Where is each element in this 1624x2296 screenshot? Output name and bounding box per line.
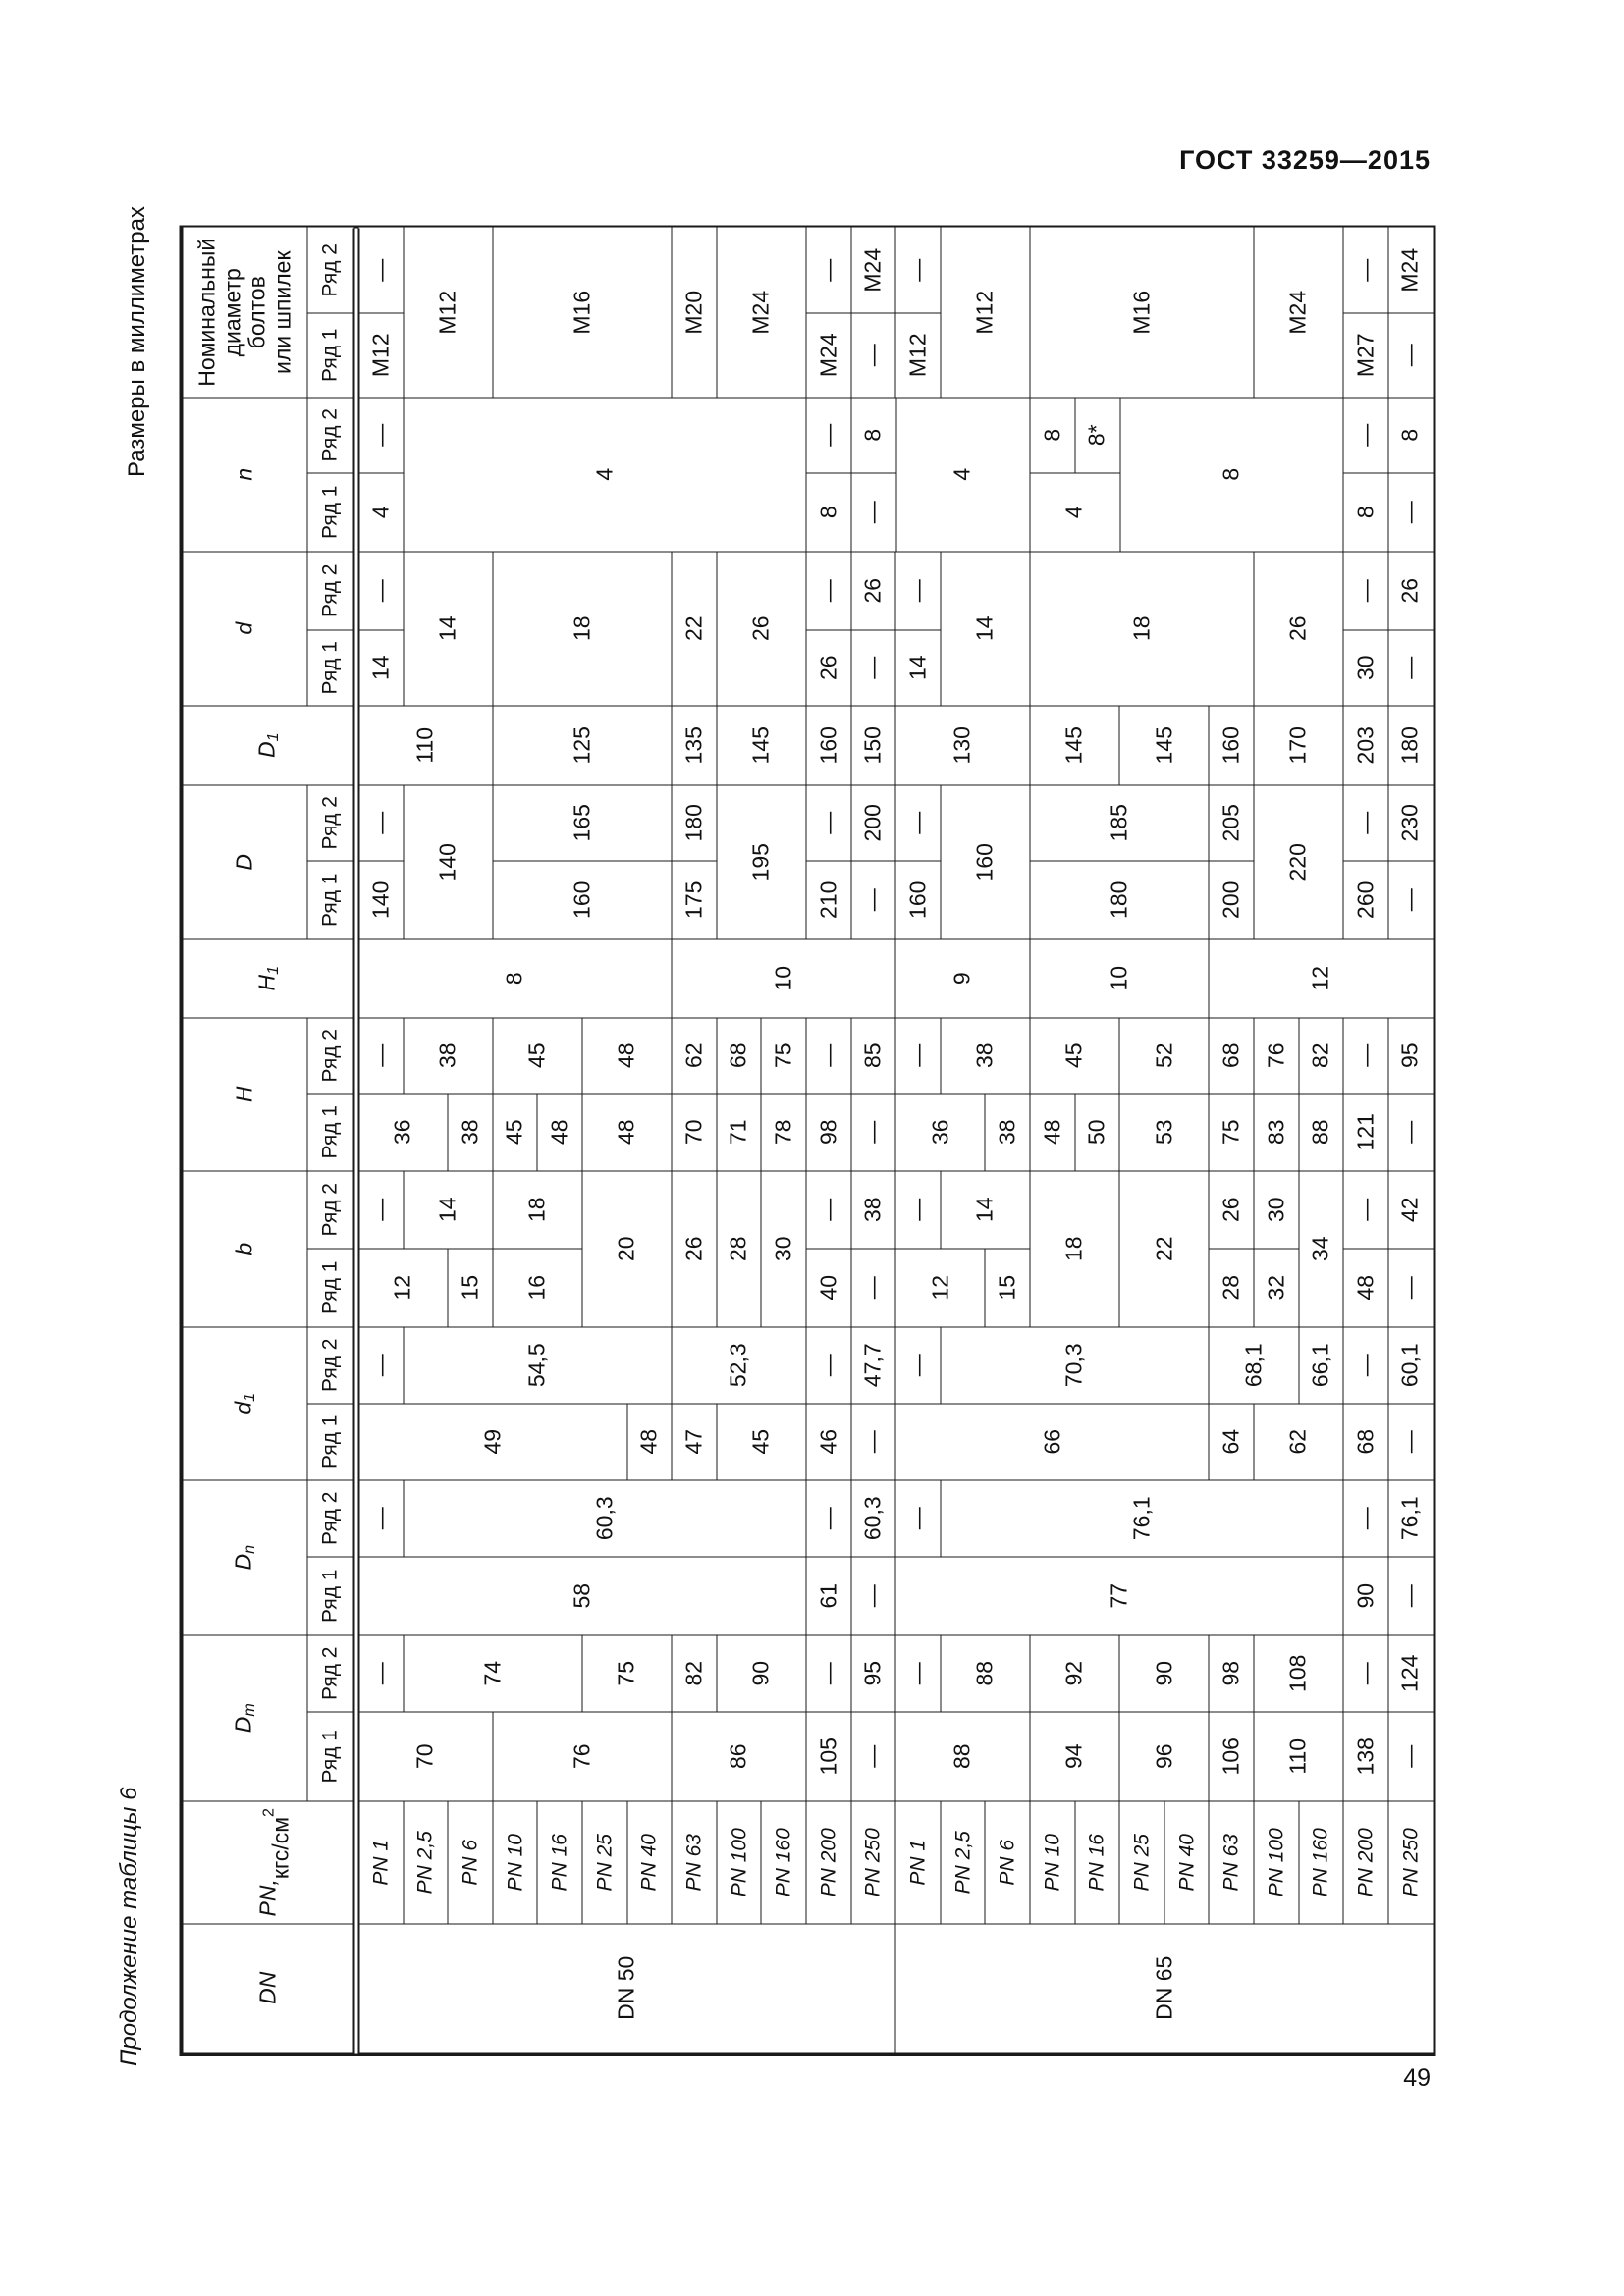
- column-header-D1: $D_1$: [183, 705, 355, 786]
- value-H-r1: 45: [492, 1093, 538, 1172]
- value-D-r1: 180: [1030, 860, 1211, 940]
- value-D1-single: 145: [1030, 705, 1121, 786]
- subheader-row2-b: Ряд 2: [307, 1170, 355, 1250]
- subheader-row2-dm: Ряд 2: [307, 1634, 355, 1713]
- value-bolt-r2: —: [806, 227, 852, 314]
- value-n-r2: —: [806, 397, 852, 474]
- value-b-both: 22: [1119, 1170, 1211, 1328]
- value-D-r1: 175: [672, 860, 718, 940]
- value-dm-r1: 138: [1343, 1711, 1389, 1802]
- value-H-r2: 62: [672, 1017, 718, 1095]
- value-bolt-r1: —: [1387, 312, 1434, 399]
- subheader-row2-d: Ряд 2: [307, 551, 355, 631]
- column-header-d1: $d_1$: [183, 1326, 309, 1481]
- value-b-both: 18: [1030, 1170, 1121, 1328]
- value-D-both: 195: [716, 784, 807, 940]
- value-dnn-r2: 76,1: [1387, 1479, 1434, 1558]
- value-d-r2: 26: [850, 551, 896, 631]
- value-D-r2: 200: [850, 784, 896, 862]
- value-n-both: 4: [895, 397, 1031, 553]
- value-d1-r2: 68,1: [1209, 1326, 1300, 1405]
- value-D-r1: 260: [1343, 860, 1389, 940]
- value-b-r1: 15: [448, 1248, 494, 1328]
- subheader-row2-H: Ряд 2: [307, 1017, 355, 1095]
- column-header-dn: DN: [183, 1923, 355, 2054]
- value-H-r1: —: [1387, 1093, 1434, 1172]
- value-d1-r1: 64: [1209, 1403, 1255, 1481]
- value-d1-r1: 48: [626, 1403, 673, 1481]
- value-H-r1: 88: [1298, 1093, 1344, 1172]
- value-dm-r1: —: [850, 1711, 896, 1802]
- value-dm-r2: 95: [850, 1634, 896, 1713]
- doc-header: ГОСТ 33259—2015: [1179, 145, 1431, 175]
- value-d-both: 18: [492, 551, 673, 707]
- value-D1-single: 150: [850, 705, 896, 786]
- value-b-r1: 15: [985, 1248, 1031, 1328]
- value-dm-r2: 124: [1387, 1634, 1434, 1713]
- value-d1-r2: —: [358, 1326, 405, 1405]
- value-n-both: 4: [403, 397, 807, 553]
- value-dm-r1: 106: [1209, 1711, 1255, 1802]
- value-bolt-r2: М24: [1387, 227, 1434, 314]
- value-dnn-r2: —: [806, 1479, 852, 1558]
- pn-row-label: PN 100: [1254, 1800, 1300, 1925]
- value-D1-single: 145: [1119, 705, 1211, 786]
- value-dnn-r2: 60,3: [850, 1479, 896, 1558]
- value-b-r2: 14: [403, 1170, 494, 1250]
- dn-group-1: DN 50: [358, 1923, 897, 2054]
- value-H1-single: 12: [1209, 938, 1435, 1019]
- value-b-r2: —: [806, 1170, 852, 1250]
- value-d-both: 14: [403, 551, 494, 707]
- value-b-r2: 14: [940, 1170, 1031, 1250]
- value-d1-r1: 66: [895, 1403, 1211, 1481]
- value-H-r1: 75: [1209, 1093, 1255, 1172]
- value-dm-r1: —: [1387, 1711, 1434, 1802]
- column-header-H1: $H_1$: [183, 938, 355, 1019]
- value-n-r2: 8: [1387, 397, 1434, 474]
- value-H1-single: 8: [358, 938, 674, 1019]
- value-d1-r1: 62: [1254, 1403, 1345, 1481]
- pn-row-label: PN 100: [716, 1800, 762, 1925]
- table-units-caption: Размеры в миллиметрах: [124, 206, 150, 477]
- value-b-both: 28: [716, 1170, 762, 1328]
- value-b-both: 26: [672, 1170, 718, 1328]
- value-H-r1: 53: [1119, 1093, 1211, 1172]
- header-double-rule: [353, 229, 360, 2054]
- value-b-r2: —: [1343, 1170, 1389, 1250]
- value-d1-r2: 52,3: [672, 1326, 807, 1405]
- value-H-r1: 121: [1343, 1093, 1389, 1172]
- value-D-r2: 180: [672, 784, 718, 862]
- value-n-r2: —: [1343, 397, 1389, 474]
- value-b-both: 34: [1298, 1170, 1344, 1328]
- value-dm-r1: 96: [1119, 1711, 1211, 1802]
- value-H-r1: 36: [895, 1093, 987, 1172]
- value-d-r2: 26: [1387, 551, 1434, 631]
- pn-row-label: PN 250: [850, 1800, 896, 1925]
- value-bolt-r1: М12: [895, 312, 942, 399]
- value-D1-single: 110: [358, 705, 494, 786]
- pn-row-label: PN 1: [358, 1800, 405, 1925]
- column-header-d: d: [183, 551, 309, 707]
- pn-row-label: PN 10: [492, 1800, 538, 1925]
- value-dnn-r1: 77: [895, 1556, 1345, 1636]
- value-D-r2: —: [806, 784, 852, 862]
- value-dnn-r1: —: [1387, 1556, 1434, 1636]
- value-n-r1: 8: [1343, 472, 1389, 553]
- value-d1-r1: —: [850, 1403, 896, 1481]
- value-dm-r2: 74: [403, 1634, 583, 1713]
- value-D1-single: 160: [806, 705, 852, 786]
- value-H-r2: 38: [940, 1017, 1031, 1095]
- value-dnn-r1: 61: [806, 1556, 852, 1636]
- value-H-r2: —: [806, 1017, 852, 1095]
- pn-row-label: PN 1: [895, 1800, 942, 1925]
- value-b-r1: —: [1387, 1248, 1434, 1328]
- value-dm-r2: 98: [1209, 1634, 1255, 1713]
- value-dnn-r1: 58: [358, 1556, 808, 1636]
- value-dm-r2: 92: [1030, 1634, 1121, 1713]
- value-bolt-both: М24: [716, 227, 807, 399]
- pn-row-label: PN 25: [1119, 1800, 1165, 1925]
- value-b-r2: 30: [1254, 1170, 1300, 1250]
- subheader-row1-b: Ряд 1: [307, 1248, 355, 1328]
- value-d-both: 26: [716, 551, 807, 707]
- column-header-b: b: [183, 1170, 309, 1328]
- pn-row-label: PN 16: [537, 1800, 583, 1925]
- pn-row-label: PN 2,5: [403, 1800, 449, 1925]
- value-dm-r2: 82: [672, 1634, 718, 1713]
- value-D1-single: 130: [895, 705, 1031, 786]
- value-n-r2: 8: [1030, 397, 1076, 474]
- subheader-row2-d1: Ряд 2: [307, 1326, 355, 1405]
- column-header-dnn: $D_n$: [183, 1479, 309, 1636]
- subheader-row1-d: Ряд 1: [307, 629, 355, 707]
- pn-row-label: PN 200: [806, 1800, 852, 1925]
- value-H-r2: 75: [761, 1017, 807, 1095]
- value-d-r1: 30: [1343, 629, 1389, 707]
- page-number: 49: [1403, 2064, 1431, 2092]
- value-D-r2: 230: [1387, 784, 1434, 862]
- pn-row-label: PN 6: [448, 1800, 494, 1925]
- value-H-r1: 70: [672, 1093, 718, 1172]
- value-H-r1: 48: [582, 1093, 674, 1172]
- value-D-r2: 205: [1209, 784, 1255, 862]
- value-bolt-r1: М27: [1343, 312, 1389, 399]
- subheader-row1-D: Ряд 1: [307, 860, 355, 940]
- value-D-r1: —: [850, 860, 896, 940]
- value-d1-r1: 47: [672, 1403, 718, 1481]
- value-dm-r2: 90: [1119, 1634, 1211, 1713]
- value-bolt-r2: —: [895, 227, 942, 314]
- value-H-r1: 98: [806, 1093, 852, 1172]
- value-H-r1: 36: [358, 1093, 450, 1172]
- value-d1-r1: 46: [806, 1403, 852, 1481]
- value-d1-r2: 70,3: [940, 1326, 1210, 1405]
- value-bolt-r1: М12: [358, 312, 405, 399]
- value-bolt-both: М20: [672, 227, 718, 399]
- column-header-pn: PN, кгс/см 2: [183, 1800, 355, 1925]
- value-bolt-r2: —: [1343, 227, 1389, 314]
- column-header-bolt: Номинальный диаметр болтов или шпилек: [183, 227, 309, 399]
- value-H-r1: 38: [448, 1093, 494, 1172]
- value-H-r2: —: [895, 1017, 942, 1095]
- value-D-r2: —: [895, 784, 942, 862]
- value-H1-single: 9: [895, 938, 1031, 1019]
- pn-row-label: PN 160: [761, 1800, 807, 1925]
- value-D-r1: 160: [895, 860, 942, 940]
- value-dm-r2: —: [806, 1634, 852, 1713]
- value-d1-r2: —: [895, 1326, 942, 1405]
- value-d-r1: —: [850, 629, 896, 707]
- value-dm-r2: 90: [716, 1634, 807, 1713]
- value-d1-r2: —: [806, 1326, 852, 1405]
- value-H-r2: 95: [1387, 1017, 1434, 1095]
- value-bolt-r2: М24: [850, 227, 896, 314]
- value-H-r2: 85: [850, 1017, 896, 1095]
- subheader-row1-dnn: Ряд 1: [307, 1556, 355, 1636]
- value-bolt-r2: —: [358, 227, 405, 314]
- value-D-r2: —: [1343, 784, 1389, 862]
- value-H-r2: 82: [1298, 1017, 1344, 1095]
- value-D1-single: 203: [1343, 705, 1389, 786]
- subheader-row1-dm: Ряд 1: [307, 1711, 355, 1802]
- value-d-both: 22: [672, 551, 718, 707]
- value-d1-r1: 49: [358, 1403, 628, 1481]
- value-dm-r1: 88: [895, 1711, 1031, 1802]
- subheader-row1-H: Ряд 1: [307, 1093, 355, 1172]
- value-b-r1: —: [850, 1248, 896, 1328]
- value-dm-r1: 94: [1030, 1711, 1121, 1802]
- value-d1-r2: 60,1: [1387, 1326, 1434, 1405]
- value-bolt-both: М12: [940, 227, 1031, 399]
- value-dnn-r2: —: [1343, 1479, 1389, 1558]
- pn-row-label: PN 63: [672, 1800, 718, 1925]
- value-dm-r2: 88: [940, 1634, 1031, 1713]
- value-b-r2: 42: [1387, 1170, 1434, 1250]
- value-D-both: 220: [1254, 784, 1345, 940]
- value-b-r1: 16: [492, 1248, 583, 1328]
- value-d-r2: —: [358, 551, 405, 631]
- value-b-r1: 12: [895, 1248, 987, 1328]
- value-H-r1: 48: [537, 1093, 583, 1172]
- value-H-r2: 52: [1119, 1017, 1211, 1095]
- value-H-r1: 83: [1254, 1093, 1300, 1172]
- value-b-r2: —: [358, 1170, 405, 1250]
- value-D-both: 140: [403, 784, 494, 940]
- value-D-r1: 140: [358, 860, 405, 940]
- subheader-row1-bolt: Ряд 1: [307, 312, 355, 399]
- value-H-r2: 68: [1209, 1017, 1255, 1095]
- value-dm-r2: 75: [582, 1634, 674, 1713]
- pn-row-label: PN 25: [582, 1800, 628, 1925]
- value-D-r1: 210: [806, 860, 852, 940]
- value-H-r2: —: [1343, 1017, 1389, 1095]
- value-H-r2: 38: [403, 1017, 494, 1095]
- table-grid: [180, 226, 1436, 2056]
- subheader-row2-dnn: Ряд 2: [307, 1479, 355, 1558]
- value-b-r1: 32: [1254, 1248, 1300, 1328]
- value-dm-r2: 108: [1254, 1634, 1345, 1713]
- value-D1-single: 170: [1254, 705, 1345, 786]
- value-d-both: 14: [940, 551, 1031, 707]
- value-dm-r1: 110: [1254, 1711, 1345, 1802]
- value-H-r2: 76: [1254, 1017, 1300, 1095]
- value-b-r2: 18: [492, 1170, 583, 1250]
- value-dnn-r2: —: [358, 1479, 405, 1558]
- value-H-r1: 50: [1074, 1093, 1120, 1172]
- value-b-both: 20: [582, 1170, 674, 1328]
- value-H-r1: —: [850, 1093, 896, 1172]
- value-dm-r2: —: [895, 1634, 942, 1713]
- value-D1-single: 180: [1387, 705, 1434, 786]
- value-D-r2: 165: [492, 784, 673, 862]
- value-bolt-r1: М24: [806, 312, 852, 399]
- value-H-r2: 45: [492, 1017, 583, 1095]
- dimensions-table: [180, 232, 1431, 2056]
- value-b-r1: 40: [806, 1248, 852, 1328]
- value-b-r1: 48: [1343, 1248, 1389, 1328]
- pn-row-label: PN 63: [1209, 1800, 1255, 1925]
- value-b-r1: 12: [358, 1248, 450, 1328]
- value-bolt-r1: —: [850, 312, 896, 399]
- value-b-both: 30: [761, 1170, 807, 1328]
- value-n-r1: 4: [1030, 472, 1121, 553]
- value-d-both: 18: [1030, 551, 1256, 707]
- value-H-r1: 71: [716, 1093, 762, 1172]
- value-H1-single: 10: [672, 938, 897, 1019]
- value-D-r1: 200: [1209, 860, 1255, 940]
- pn-row-label: PN 160: [1298, 1800, 1344, 1925]
- value-dm-r2: —: [1343, 1634, 1389, 1713]
- subheader-row1-d1: Ряд 1: [307, 1403, 355, 1481]
- value-n-r1: —: [1387, 472, 1434, 553]
- subheader-row2-bolt: Ряд 2: [307, 227, 355, 314]
- value-n-r2: 8: [850, 397, 896, 474]
- dn-group-2: DN 65: [895, 1923, 1435, 2054]
- value-H-r1: 78: [761, 1093, 807, 1172]
- value-n-r2: —: [358, 397, 405, 474]
- value-n-r2: 8*: [1074, 397, 1120, 474]
- value-D1-single: 145: [716, 705, 807, 786]
- value-dnn-r2: —: [895, 1479, 942, 1558]
- pn-row-label: PN 2,5: [940, 1800, 986, 1925]
- value-D-r1: 160: [492, 860, 673, 940]
- value-dnn-r2: 76,1: [940, 1479, 1344, 1558]
- value-H-r2: 48: [582, 1017, 674, 1095]
- value-d-both: 26: [1254, 551, 1345, 707]
- pn-row-label: PN 16: [1074, 1800, 1120, 1925]
- value-n-both: 8: [1119, 397, 1345, 553]
- value-d-r1: —: [1387, 629, 1434, 707]
- value-n-r1: —: [850, 472, 896, 553]
- value-d1-r2: —: [1343, 1326, 1389, 1405]
- value-bolt-both: М12: [403, 227, 494, 399]
- column-header-D: D: [183, 784, 309, 940]
- value-H-r1: 48: [1030, 1093, 1076, 1172]
- value-bolt-both: М24: [1254, 227, 1345, 399]
- value-D-r1: —: [1387, 860, 1434, 940]
- value-dm-r1: 76: [492, 1711, 673, 1802]
- pn-row-label: PN 200: [1343, 1800, 1389, 1925]
- value-D1-single: 160: [1209, 705, 1255, 786]
- value-dnn-r2: 60,3: [403, 1479, 807, 1558]
- value-d1-r2: 66,1: [1298, 1326, 1344, 1405]
- pn-row-label: PN 40: [1164, 1800, 1210, 1925]
- value-D1-single: 125: [492, 705, 673, 786]
- value-H-r2: —: [358, 1017, 405, 1095]
- value-d1-r2: 47,7: [850, 1326, 896, 1405]
- value-d-r1: 14: [895, 629, 942, 707]
- value-D-r2: —: [358, 784, 405, 862]
- pn-row-label: PN 10: [1030, 1800, 1076, 1925]
- value-d-r1: 26: [806, 629, 852, 707]
- value-d1-r1: 45: [716, 1403, 807, 1481]
- value-n-r1: 8: [806, 472, 852, 553]
- subheader-row2-D: Ряд 2: [307, 784, 355, 862]
- value-dm-r2: —: [358, 1634, 405, 1713]
- value-dm-r1: 86: [672, 1711, 807, 1802]
- value-b-r2: 38: [850, 1170, 896, 1250]
- value-d-r1: 14: [358, 629, 405, 707]
- value-d-r2: —: [806, 551, 852, 631]
- pn-row-label: PN 40: [626, 1800, 673, 1925]
- value-D-both: 160: [940, 784, 1031, 940]
- value-b-r1: 28: [1209, 1248, 1255, 1328]
- value-d1-r2: 54,5: [403, 1326, 673, 1405]
- value-n-r1: 4: [358, 472, 405, 553]
- subheader-row1-n: Ряд 1: [307, 472, 355, 553]
- value-dnn-r1: —: [850, 1556, 896, 1636]
- column-header-dm: $D_m$: [183, 1634, 309, 1802]
- value-H1-single: 10: [1030, 938, 1211, 1019]
- value-H-r2: 68: [716, 1017, 762, 1095]
- value-bolt-both: М16: [1030, 227, 1256, 399]
- value-D-r2: 185: [1030, 784, 1211, 862]
- table-continuation-caption: Продолжение таблицы 6: [116, 1787, 142, 2066]
- pn-row-label: PN 250: [1387, 1800, 1434, 1925]
- column-header-H: H: [183, 1017, 309, 1172]
- subheader-row2-n: Ряд 2: [307, 397, 355, 474]
- value-d1-r1: 68: [1343, 1403, 1389, 1481]
- value-bolt-both: М16: [492, 227, 673, 399]
- value-d-r2: —: [1343, 551, 1389, 631]
- pn-row-label: PN 6: [985, 1800, 1031, 1925]
- value-dnn-r1: 90: [1343, 1556, 1389, 1636]
- value-dm-r1: 70: [358, 1711, 494, 1802]
- value-D1-single: 135: [672, 705, 718, 786]
- value-b-r2: 26: [1209, 1170, 1255, 1250]
- value-b-r2: —: [895, 1170, 942, 1250]
- value-d1-r1: —: [1387, 1403, 1434, 1481]
- column-header-n: n: [183, 397, 309, 553]
- value-H-r1: 38: [985, 1093, 1031, 1172]
- value-d-r2: —: [895, 551, 942, 631]
- value-H-r2: 45: [1030, 1017, 1121, 1095]
- value-dm-r1: 105: [806, 1711, 852, 1802]
